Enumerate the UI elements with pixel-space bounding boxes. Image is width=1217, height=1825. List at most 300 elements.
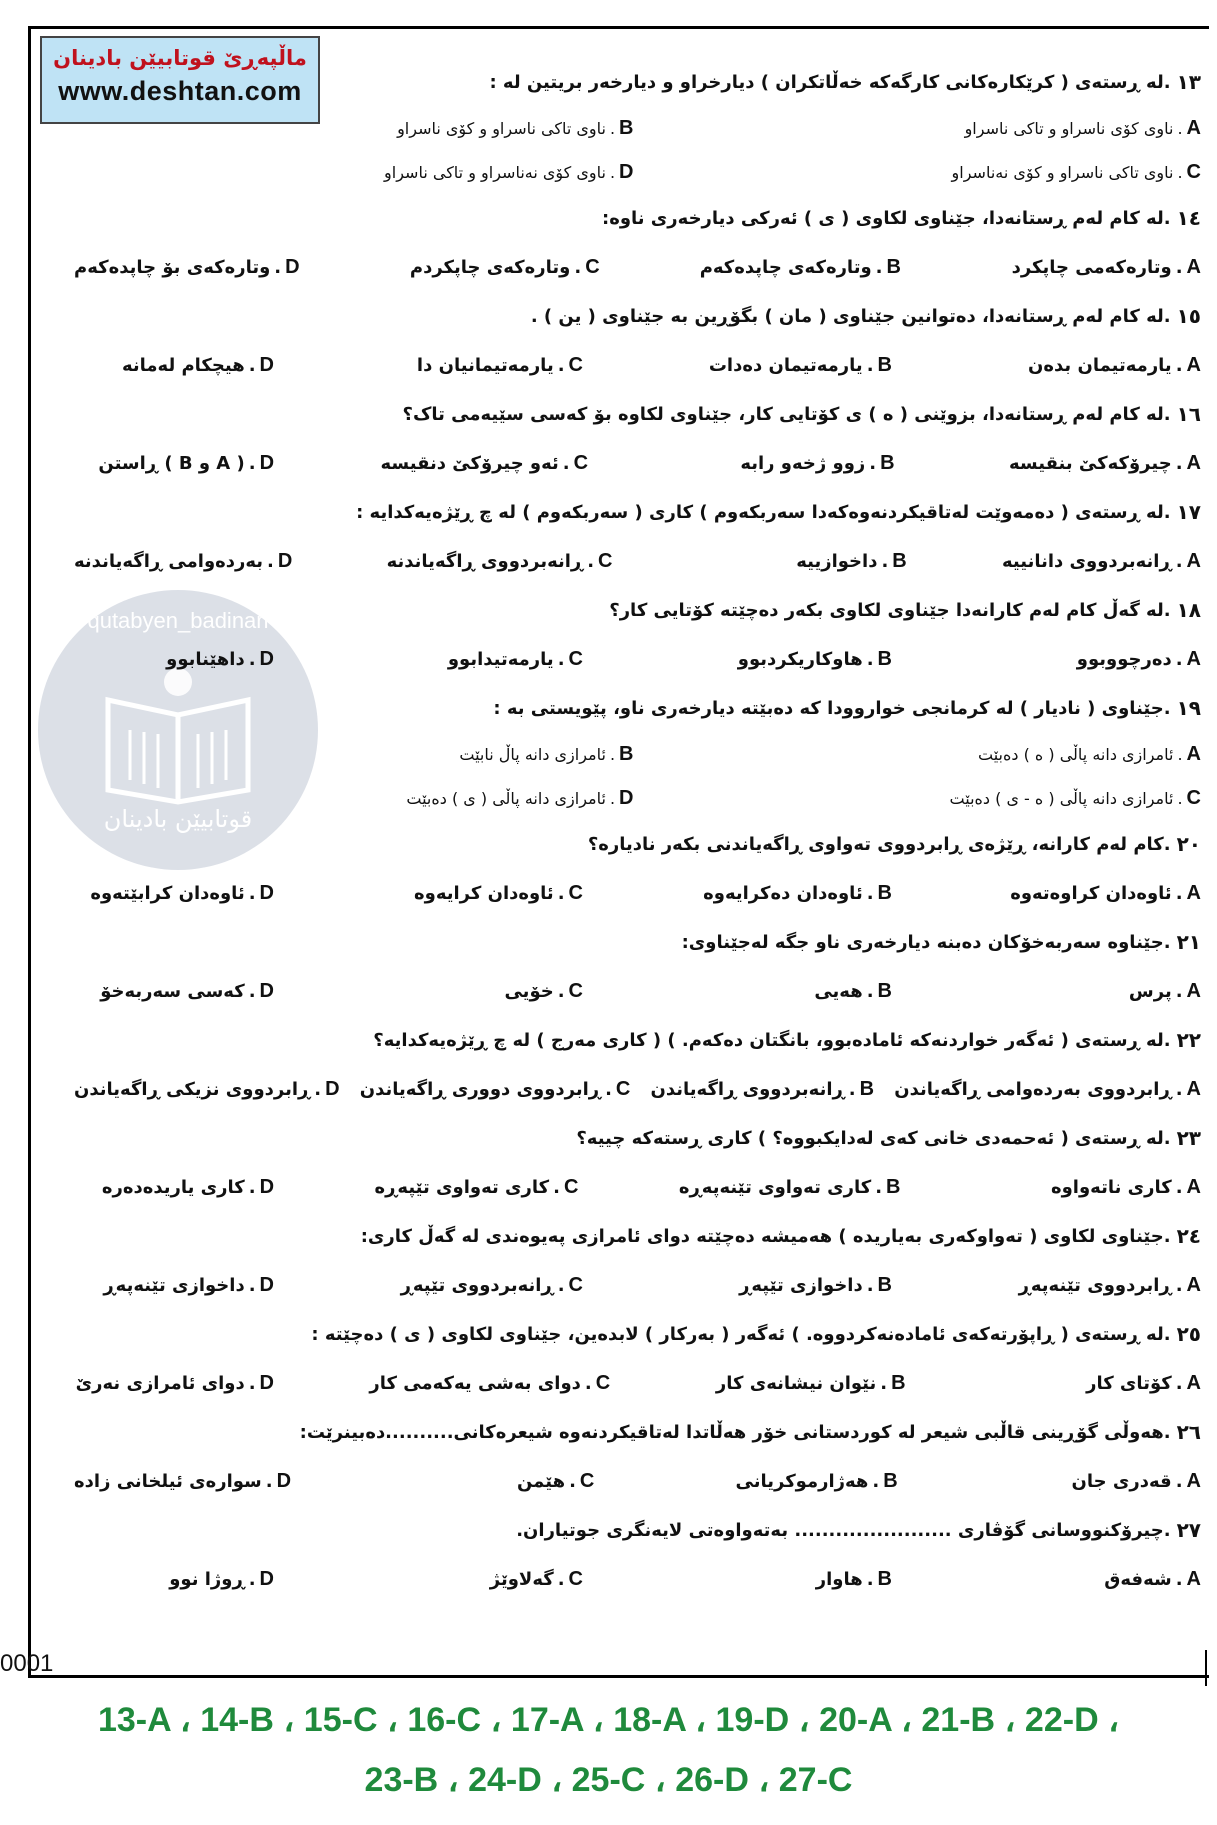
option-separator: .	[248, 1568, 256, 1590]
answer-option[interactable]	[650, 1078, 874, 1101]
answer-options	[66, 536, 1201, 586]
option-letter: D	[259, 353, 274, 376]
option-separator: .	[248, 354, 256, 376]
question-number: ١٨	[1176, 598, 1201, 622]
answer-option[interactable]	[380, 452, 588, 475]
option-text: یارمەتیمان بدەن	[1028, 354, 1172, 376]
answer-option[interactable]	[74, 256, 300, 279]
answer-option[interactable]	[1001, 550, 1201, 573]
answer-option[interactable]	[1001, 1176, 1201, 1199]
question-item	[66, 684, 1201, 820]
option-text: کەسی سەربەخۆ	[100, 980, 245, 1002]
option-letter: D	[277, 549, 293, 572]
option-text: ئامرازی دانە پاڵی ( ی ) دەبێت	[406, 788, 606, 808]
option-letter: C	[585, 255, 600, 278]
question-header	[66, 1212, 1201, 1260]
question-header	[66, 390, 1201, 438]
option-separator: .	[562, 452, 570, 474]
question-number: ١٣	[1176, 70, 1201, 94]
answer-option[interactable]	[1001, 882, 1201, 905]
question-text: .کام لەم کارانە، ڕێژەی ڕابردووی تەواوی ڕاگەیاندنی بکەر نادیارە؟	[587, 833, 1171, 855]
question-text: .هەوڵی گۆڕینی قاڵبی شیعر لە کوردستانی خۆر هەڵاتدا لەتاقیکردنەوە شیعرەکانی..........دەبینرێت:	[299, 1421, 1171, 1443]
option-separator: .	[557, 1568, 565, 1590]
option-separator: .	[248, 882, 256, 904]
option-text: وتارەکەی چاپکردم	[409, 256, 571, 278]
question-item	[66, 918, 1201, 1016]
option-text: ( A و B ) ڕاستن	[98, 452, 245, 474]
answer-option[interactable]	[383, 1274, 583, 1297]
answer-options	[66, 1554, 1201, 1604]
option-separator: .	[869, 452, 877, 474]
answer-option[interactable]	[1001, 452, 1201, 475]
option-letter: A	[1186, 1077, 1201, 1100]
option-text: ئامرازی دانە پاڵ نابێت	[459, 744, 606, 764]
option-text: داخوازییە	[796, 550, 878, 572]
option-separator: .	[1175, 980, 1183, 1002]
answer-option[interactable]	[692, 354, 892, 377]
question-item	[66, 1016, 1201, 1114]
option-letter: A	[1186, 1175, 1201, 1198]
option-letter: B	[883, 1469, 898, 1492]
option-letter: A	[1186, 1567, 1201, 1590]
question-number: ٢٥	[1176, 1322, 1201, 1346]
answer-option[interactable]	[74, 1078, 340, 1101]
answer-option[interactable]	[707, 550, 907, 573]
option-text: ناوی تاکی ناسراو و کۆی نەناسراو	[951, 162, 1174, 182]
option-separator: .	[609, 744, 616, 764]
answer-options	[66, 340, 1201, 390]
option-separator: .	[248, 1274, 256, 1296]
option-text: کۆتای کار	[1086, 1372, 1172, 1394]
option-text: ئاوەدان کراوەتەوە	[1010, 882, 1172, 904]
option-letter: A	[1186, 549, 1201, 572]
option-text: یارمەتیمان دەدات	[708, 354, 863, 376]
option-letter: A	[1186, 647, 1201, 670]
option-letter: C	[568, 353, 583, 376]
option-letter: D	[619, 786, 634, 809]
option-text: هەژارموکریانی	[735, 1470, 869, 1492]
watermark-handle: qutabyen_badinan	[87, 608, 269, 633]
answer-options	[66, 106, 1201, 194]
option-separator: .	[609, 788, 616, 808]
option-separator: .	[248, 648, 256, 670]
option-separator: .	[314, 1078, 322, 1100]
question-header	[66, 684, 1201, 732]
option-letter: B	[877, 881, 892, 904]
answer-option[interactable]	[700, 256, 901, 279]
option-text: ناوی کۆی ناسراو و تاکی ناسراو	[964, 118, 1174, 138]
option-letter: B	[877, 1567, 892, 1590]
option-separator: .	[1177, 118, 1183, 138]
question-text: .لە گەڵ کام لەم کارانەدا جێناوی لکاوی بکەر دەچێتە کۆتایی کار؟	[609, 599, 1171, 621]
option-text: یارمەتیمانیان دا	[416, 354, 554, 376]
option-separator: .	[265, 1470, 273, 1492]
option-text: هیچکام لەمانە	[121, 354, 245, 376]
answer-option[interactable]	[692, 980, 892, 1003]
option-letter: C	[579, 1469, 595, 1492]
answer-option[interactable]	[74, 354, 274, 377]
option-letter: C	[568, 881, 583, 904]
option-text: پرس	[1128, 980, 1172, 1002]
question-header	[66, 1016, 1201, 1064]
answer-option[interactable]	[74, 1274, 274, 1297]
answer-option[interactable]	[74, 1470, 291, 1493]
option-letter: A	[1186, 979, 1201, 1002]
option-separator: .	[248, 1372, 256, 1394]
option-text: نێوان نیشانەی کار	[715, 1372, 877, 1394]
option-letter: D	[259, 1175, 275, 1198]
option-letter: D	[259, 1273, 274, 1296]
option-text: سوارەی ئیلخانی زادە	[74, 1470, 262, 1492]
option-text: ئاوەدان دەکرایەوە	[703, 882, 863, 904]
option-letter: B	[859, 1077, 875, 1100]
brand-title: ماڵپەڕێ قوتابیێن بادینان	[53, 46, 307, 70]
option-separator: .	[1175, 648, 1183, 670]
option-letter: B	[891, 1371, 906, 1394]
option-separator: .	[866, 1568, 874, 1590]
option-text: وتارەکەمی چاپکرد	[1011, 256, 1172, 278]
question-text: .لە کام لەم ڕستانەدا، جێناوی لکاوی ( ی ) ئەرکی دیارخەری ناوە:	[602, 207, 1171, 229]
answer-key	[0, 1690, 1217, 1810]
option-separator: .	[584, 1372, 592, 1394]
option-letter: D	[325, 1077, 340, 1100]
option-text: زوو ژخەو رابە	[740, 452, 866, 474]
answer-option[interactable]	[634, 106, 1202, 150]
answer-option[interactable]	[74, 1372, 274, 1395]
question-item	[66, 58, 1201, 194]
option-text: داخوازی تێپەڕ	[739, 1274, 863, 1296]
answer-options	[66, 1456, 1201, 1506]
answer-option[interactable]	[383, 1568, 583, 1591]
option-letter: C	[568, 979, 583, 1002]
question-item	[66, 1114, 1201, 1212]
question-header	[66, 1408, 1201, 1456]
option-separator: .	[274, 256, 282, 278]
option-letter: A	[1186, 742, 1201, 765]
option-text: ناوی کۆی نەناسراو و تاکی ناسراو	[384, 162, 606, 182]
option-letter: A	[1186, 1469, 1201, 1492]
option-text: کاری ناتەواوە	[1050, 1176, 1172, 1198]
option-separator: .	[872, 1470, 880, 1492]
answer-option[interactable]	[74, 452, 274, 475]
answer-option[interactable]	[692, 1568, 892, 1591]
option-letter: D	[259, 1371, 274, 1394]
option-letter: B	[877, 1273, 892, 1296]
option-letter: B	[877, 647, 892, 670]
brand-url[interactable]: www.deshtan.com	[58, 76, 302, 106]
question-number: ٢٢	[1176, 1028, 1201, 1052]
question-item	[66, 820, 1201, 918]
option-text: هاوار	[815, 1568, 863, 1590]
answer-options	[66, 634, 1201, 684]
answer-option[interactable]	[1001, 354, 1201, 377]
option-text: گەلاوێژ	[489, 1568, 554, 1590]
option-separator: .	[1175, 882, 1183, 904]
option-separator: .	[1177, 162, 1183, 182]
option-text: داهێنابوو	[166, 648, 245, 670]
answer-option[interactable]	[74, 648, 274, 671]
answer-options	[66, 966, 1201, 1016]
answer-options	[66, 732, 1201, 820]
question-number: ١٦	[1176, 402, 1201, 426]
option-letter: C	[563, 1175, 579, 1198]
answer-option[interactable]	[1001, 980, 1201, 1003]
question-number: ٢٧	[1176, 1518, 1201, 1542]
answer-options	[66, 438, 1201, 488]
answer-options	[66, 1260, 1201, 1310]
answer-option[interactable]	[74, 980, 274, 1003]
option-text: دەرچووبوو	[1076, 648, 1172, 670]
option-letter: B	[877, 353, 892, 376]
question-text: .لە ڕستەی ( دەمەوێت لەتاقیکردنەوەکەدا سەربکەوم ) کاری ( سەربکەوم ) لە چ ڕێژەیەکدایە :	[356, 501, 1171, 523]
option-text: ڕوژا نوو	[169, 1568, 245, 1590]
option-text: دوای بەشی یەکەمی کار	[369, 1372, 581, 1394]
option-separator: .	[557, 1274, 565, 1296]
option-separator: .	[248, 452, 256, 474]
question-text: .جێناوی ( نادیار ) لە کرمانجی خواروودا کە دەبێتە دیارخەری ناو، پێویستی بە :	[493, 697, 1171, 719]
option-text: ئامرازی دانە پاڵی ( ە ) دەبێت	[978, 744, 1174, 764]
option-letter: C	[573, 451, 589, 474]
answer-option[interactable]	[394, 1470, 594, 1493]
option-separator: .	[875, 1176, 883, 1198]
answer-option[interactable]	[1001, 1372, 1201, 1395]
option-text: ئاوەدان کرابێتەوە	[90, 882, 245, 904]
question-text: .لە ڕستەی ( کرێکارەکانی کارگەکە خەڵاتکران ) دیارخراو و دیارخەر بریتین لە :	[489, 71, 1171, 93]
answer-option[interactable]	[1001, 648, 1201, 671]
answer-option[interactable]	[634, 732, 1202, 776]
option-separator: .	[1175, 1372, 1183, 1394]
question-text: .جێناوی لکاوی ( تەواوکەری بەیاریدە ) هەمیشە دەچێتە دوای ئامرازی پەیوەندی لە گەڵ کاری:	[360, 1225, 1171, 1247]
option-letter: D	[259, 451, 275, 474]
answer-option[interactable]	[400, 256, 600, 279]
question-number: ١٥	[1176, 304, 1201, 328]
answer-option[interactable]	[894, 1078, 1201, 1101]
option-text: دوای ئامرازی نەرێ	[75, 1372, 245, 1394]
option-text: بەردەوامی ڕاگەیاندنە	[74, 550, 264, 572]
option-letter: B	[886, 1175, 901, 1198]
question-header	[66, 918, 1201, 966]
option-letter: A	[1186, 1273, 1201, 1296]
option-letter: C	[595, 1371, 611, 1394]
answer-option[interactable]	[74, 1176, 274, 1199]
answer-option[interactable]	[383, 648, 583, 671]
question-header	[66, 488, 1201, 536]
answer-option[interactable]	[74, 882, 274, 905]
option-letter: B	[886, 255, 901, 278]
option-separator: .	[574, 256, 582, 278]
answer-option[interactable]	[1001, 256, 1201, 279]
option-letter: A	[1186, 881, 1201, 904]
answer-option[interactable]	[634, 150, 1202, 194]
option-letter: B	[892, 549, 907, 572]
answer-option[interactable]	[1001, 1470, 1201, 1493]
answer-options	[66, 1064, 1201, 1114]
option-text: ڕانەبردووی ڕاگەیاندنە	[386, 550, 584, 572]
option-letter: C	[615, 1077, 631, 1100]
option-separator: .	[1175, 354, 1183, 376]
option-text: ڕانەبردووی تێپەڕ	[400, 1274, 554, 1296]
answer-options	[66, 868, 1201, 918]
answer-option[interactable]	[74, 550, 292, 573]
option-letter: C	[598, 549, 613, 572]
answer-option[interactable]	[383, 980, 583, 1003]
watermark-name: قوتابیێن بادینان	[103, 805, 253, 833]
option-letter: D	[619, 160, 634, 183]
option-letter: C	[1186, 160, 1201, 183]
option-separator: .	[866, 354, 874, 376]
option-separator: .	[248, 980, 256, 1002]
answer-option[interactable]	[634, 776, 1202, 820]
question-header	[66, 586, 1201, 634]
question-text: .لە ڕستەی ( ئەگەر خواردنەکە ئامادەبوو، بانگتان دەکەم. ) ( کاری مەرج ) لە چ ڕێژەیەکدایە؟	[373, 1029, 1171, 1051]
option-text: ڕابردووی نزیکی ڕاگەیاندن	[74, 1078, 311, 1100]
option-letter: A	[1186, 255, 1201, 278]
margin-mark	[1205, 1650, 1207, 1686]
option-separator: .	[557, 882, 565, 904]
option-text: خۆیی	[504, 980, 554, 1002]
option-separator: .	[1175, 1176, 1183, 1198]
question-item	[66, 1506, 1201, 1604]
question-header	[66, 1506, 1201, 1554]
question-text: .لە ڕستەی ( ئەحمەدی خانی کەی لەدایکبووە؟ ) کاری ڕستەکە چییە؟	[576, 1127, 1171, 1149]
option-separator: .	[1177, 788, 1183, 808]
option-text: ڕابردووی تێنەپەڕ	[1018, 1274, 1172, 1296]
answer-options	[66, 1358, 1201, 1408]
answer-option[interactable]	[387, 550, 613, 573]
question-number: ١٩	[1176, 696, 1201, 720]
answer-option[interactable]	[369, 1372, 610, 1395]
answer-key-line-2: 23-B ، 24-D ، 25-C ، 26-D ، 27-C	[364, 1761, 853, 1799]
option-text: ئاوەدان کرایەوە	[414, 882, 554, 904]
answer-option[interactable]	[1001, 1274, 1201, 1297]
option-letter: D	[285, 255, 300, 278]
option-separator: .	[609, 118, 616, 138]
option-letter: A	[1186, 451, 1201, 474]
question-text: .لە ڕستەی ( ڕاپۆرتەکەی ئامادەنەکردووە. ) ئەگەر ( بەرکار ) لابدەین، جێناوی لکاوی ( ی ) دەچێتە :	[311, 1323, 1171, 1345]
option-letter: D	[259, 881, 274, 904]
question-number: ١٤	[1176, 206, 1201, 230]
answer-option[interactable]	[74, 1568, 274, 1591]
question-item	[66, 390, 1201, 488]
option-separator: .	[557, 648, 565, 670]
answer-option[interactable]	[360, 1078, 631, 1101]
question-header	[66, 1114, 1201, 1162]
answer-option[interactable]	[692, 882, 892, 905]
answer-option[interactable]	[66, 150, 634, 194]
option-letter: C	[568, 1567, 583, 1590]
option-letter: B	[877, 979, 892, 1002]
option-letter: B	[619, 116, 634, 139]
option-separator: .	[1175, 550, 1183, 572]
option-text: یارمەتیدابوو	[447, 648, 554, 670]
question-item	[66, 194, 1201, 292]
option-letter: D	[259, 979, 274, 1002]
option-letter: A	[1186, 353, 1201, 376]
option-separator: .	[881, 550, 889, 572]
option-separator: .	[267, 550, 274, 572]
option-separator: .	[1175, 452, 1183, 474]
answer-options	[66, 1162, 1201, 1212]
option-separator: .	[866, 980, 874, 1002]
question-header	[66, 820, 1201, 868]
question-number: ٢٠	[1176, 832, 1201, 856]
option-letter: C	[1186, 786, 1201, 809]
option-separator: .	[557, 980, 565, 1002]
answer-option[interactable]	[375, 1176, 579, 1199]
option-separator: .	[1177, 744, 1183, 764]
option-separator: .	[557, 354, 565, 376]
answer-option[interactable]	[679, 1176, 901, 1199]
question-text: .جێناوە سەربەخۆکان دەبنە دیارخەری ناو جگە لەجێناوی:	[681, 931, 1171, 953]
answer-option[interactable]	[66, 732, 634, 776]
question-text: .لە کام لەم ڕستانەدا، دەتوانین جێناوی ( مان ) بگۆڕین بە جێناوی ( ین ) .	[530, 305, 1171, 327]
option-separator: .	[569, 1470, 576, 1492]
answer-option[interactable]	[698, 1470, 898, 1493]
question-list	[66, 58, 1201, 1604]
option-text: هەیی	[814, 980, 863, 1002]
option-separator: .	[1175, 256, 1183, 278]
option-letter: C	[568, 647, 583, 670]
option-text: ئەو چیرۆکێ دنقیسە	[380, 452, 559, 474]
question-item	[66, 292, 1201, 390]
page-code: 0001	[0, 1650, 54, 1677]
option-text: هێمن	[516, 1470, 566, 1492]
answer-option[interactable]	[1001, 1568, 1201, 1591]
option-letter: B	[880, 451, 895, 474]
answer-key-line-1: 13-A ، 14-B ، 15-C ، 16-C ، 17-A ، 18-A ، 19-D ، 20-A ، 21-B ، 22-D ،	[97, 1701, 1120, 1739]
option-letter: D	[259, 647, 274, 670]
option-separator: .	[587, 550, 595, 572]
option-text: قەدری جان	[1071, 1470, 1172, 1492]
answer-option[interactable]	[383, 354, 583, 377]
option-separator: .	[875, 256, 883, 278]
option-text: شەفەق	[1104, 1568, 1172, 1590]
option-text: هاوکاریکردبوو	[737, 648, 863, 670]
answer-option[interactable]	[66, 776, 634, 820]
question-number: ٢١	[1176, 930, 1201, 954]
question-text: .لە کام لەم ڕستانەدا، بزوێنی ( ە ) ی کۆتایی کار، جێناوی لکاوە بۆ کەسی سێیەمی تاک؟	[402, 403, 1171, 425]
answer-option[interactable]	[692, 1274, 892, 1297]
option-text: ناوی تاکی ناسراو و کۆی ناسراو	[397, 118, 606, 138]
answer-option[interactable]	[383, 882, 583, 905]
question-number: ٢٦	[1176, 1420, 1201, 1444]
option-text: کاری تەواوی تێنەپەڕە	[678, 1176, 872, 1198]
option-separator: .	[1175, 1568, 1183, 1590]
question-header	[66, 194, 1201, 242]
option-letter: A	[1186, 1371, 1201, 1394]
option-text: ڕابردووی دووری ڕاگەیاندن	[359, 1078, 602, 1100]
question-number: ٢٣	[1176, 1126, 1201, 1150]
question-header	[66, 292, 1201, 340]
option-letter: D	[259, 1567, 274, 1590]
question-number: ١٧	[1176, 500, 1201, 524]
option-letter: C	[568, 1273, 583, 1296]
answer-option[interactable]	[692, 648, 892, 671]
option-text: ڕانەبردووی دانانییە	[1001, 550, 1172, 572]
option-text: کاری یاریدەدەرە	[101, 1176, 245, 1198]
question-item	[66, 488, 1201, 586]
option-separator: .	[553, 1176, 560, 1198]
option-text: ڕابردووی بەردەوامی ڕاگەیاندن	[894, 1078, 1172, 1100]
option-separator: .	[848, 1078, 856, 1100]
question-item	[66, 1408, 1201, 1506]
option-separator: .	[866, 648, 874, 670]
answer-option[interactable]	[66, 106, 634, 150]
answer-option[interactable]	[706, 1372, 906, 1395]
question-item	[66, 586, 1201, 684]
option-letter: A	[1186, 116, 1201, 139]
answer-option[interactable]	[695, 452, 895, 475]
